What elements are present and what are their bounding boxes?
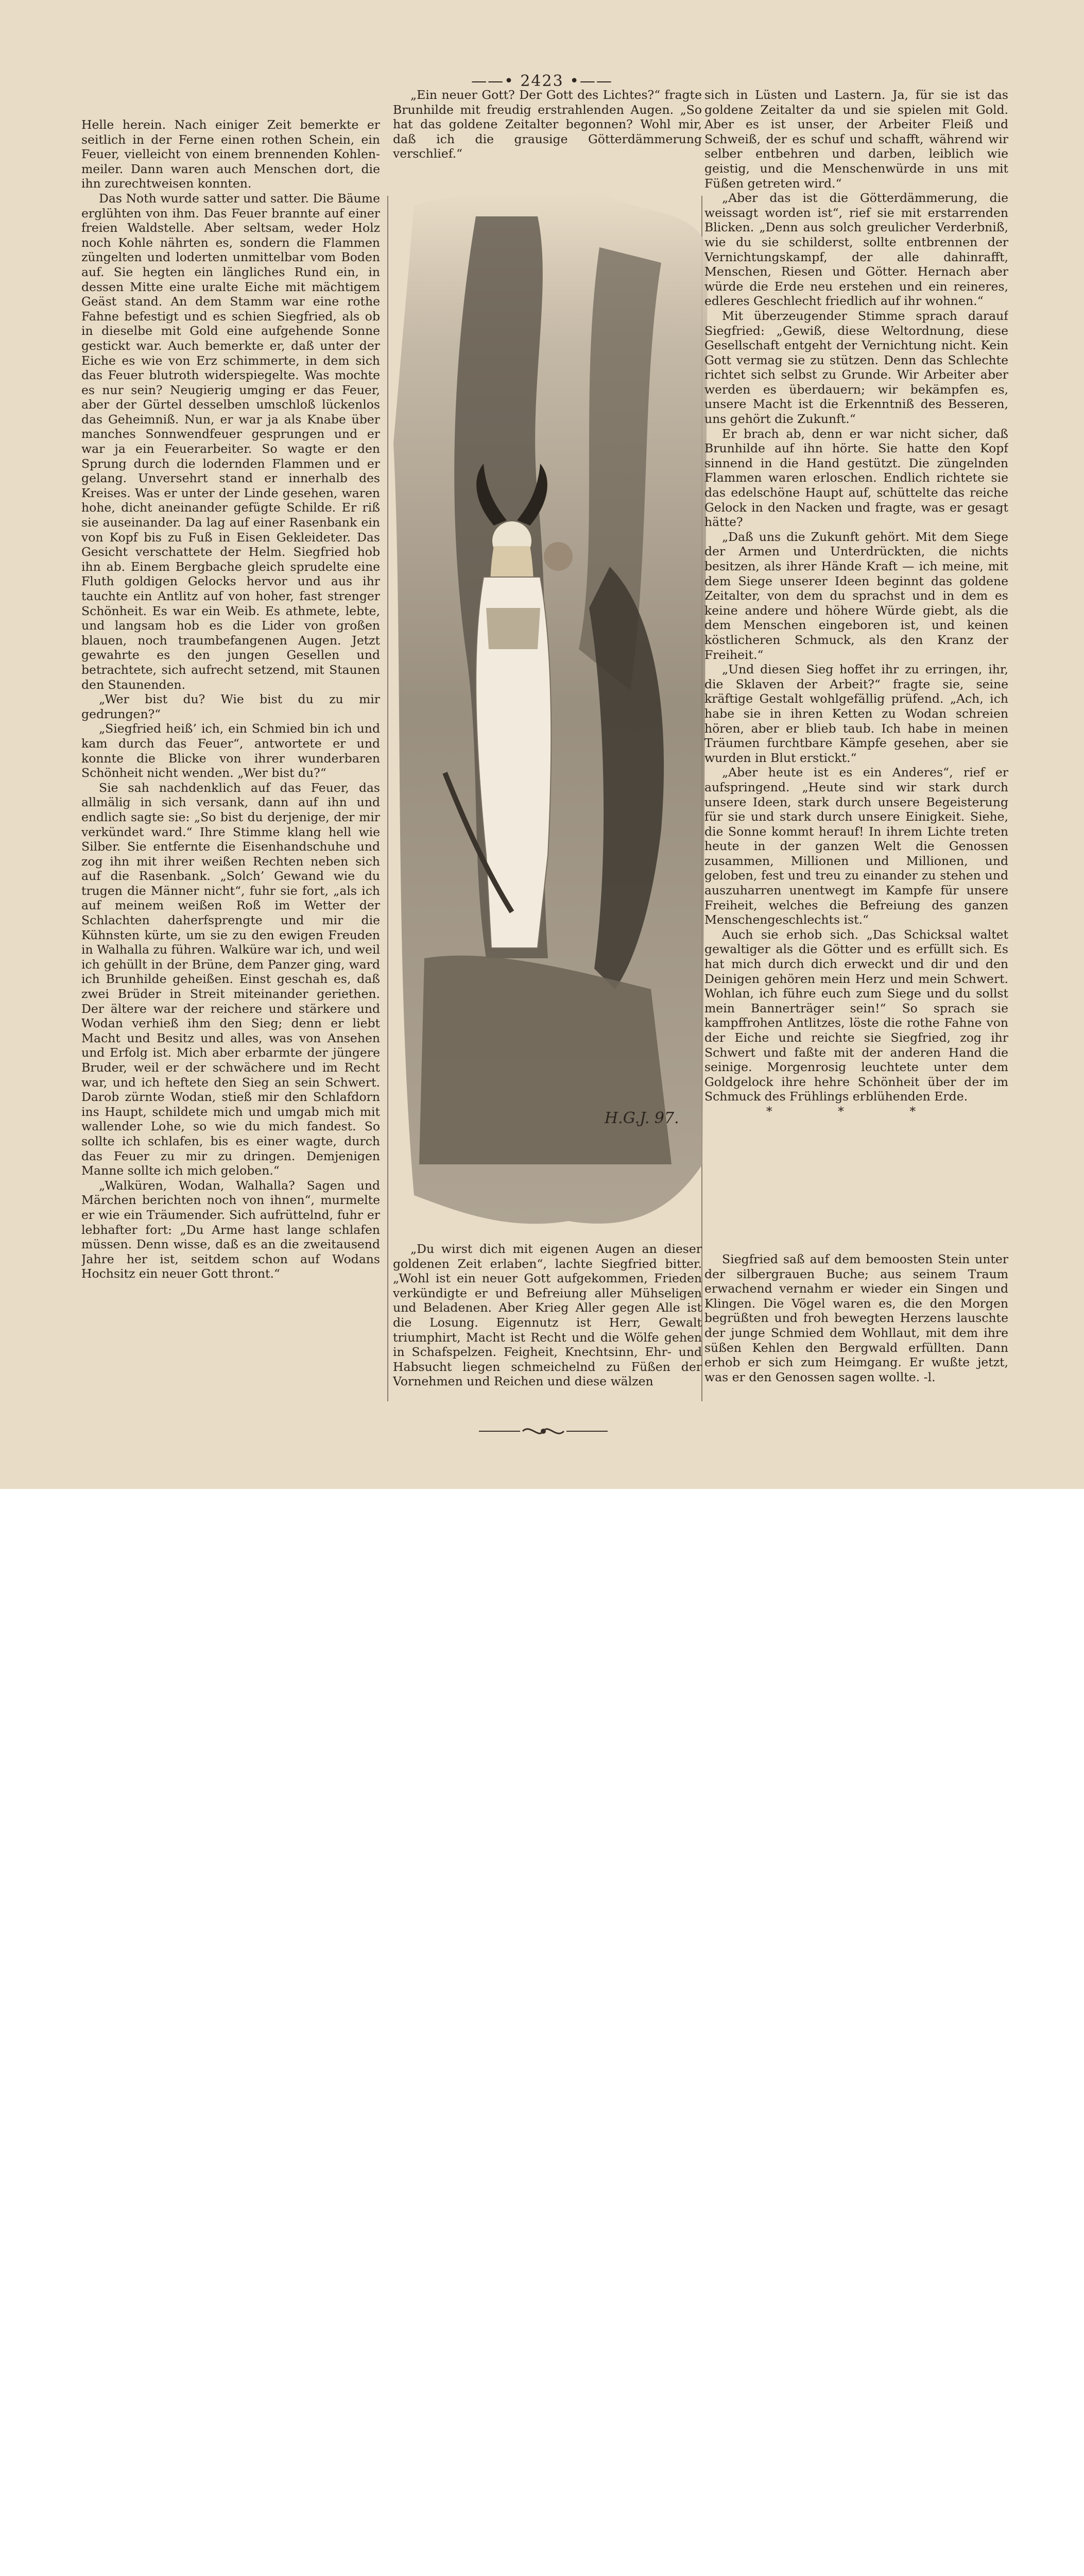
paragraph: „Und diesen Sieg hoffet ihr zu erringen, ihr, die Sklaven der Arbeit?“ fragte sie, seine kräftige Gestalt wohlgefällig prüfend. „Ach, ich habe sie in ihren Ketten zu Wodan schreien hören, aber er blieb taub. Ich habe in meinen Träumen furchtbare Kämpfe gesehen, aber sie wurden in Blut erstickt.“ — [704, 662, 1008, 765]
brunhilde-illustration — [383, 185, 713, 1234]
text-column-1 — [81, 117, 380, 1400]
paragraph: „Walküren, Wodan, Walhalla? Sagen und Märchen berichten noch von ihnen“, murmelte er wie ein Träumender. Sich aufrüttelnd, fuhr er lebhafter fort: „Du Arme hast lange schlafen müssen. Denn wisse, daß es an die zweitausend Jahre her ist, seitdem schon auf Wodans Hochsitz ein neuer Gott thront.“ — [81, 1178, 380, 1281]
paragraph: „Wer bist du? Wie bist du zu mir gedrungen?“ — [81, 692, 380, 721]
paragraph: Sie sah nachdenklich auf das Feuer, das allmälig in sich versank, dann auf ihn und endlich sagte sie: „So bist du derjenige, der mir verkündet ward.“ Ihre Stimme klang hell wie Silber. Sie entfernte die Eisenhandschuhe und zog ihn mit ihrer weißen Rechten neben sich auf die Rasenbank. „Solch’ Gewand wie du trugen die Männer nicht“, fuhr sie fort, „als ich auf meinem weißen Roß im Wetter der Schlachten daherfsprengte und mir die Kühnsten kürte, um sie zu den ewigen Freuden in Walhalla zu führen. Walküre war ich, und weil ich gehüllt in der Brüne, dem Panzer ging, ward ich Brunhilde geheißen. Einst geschah es, daß zwei Brüder in Streit miteinander geriethen. Der ältere war der reichere und stärkere und Wodan verhieß ihm den Sieg; denn er liebt Macht und Besitz und alles, was von Ansehen und Erfolg ist. Mich aber erbarmte der jüngere Bruder, weil er der schwächere und im Recht war, und ich heftete den Sieg an sein Schwert. Darob zürnte Wodan, stieß mir den Schlafdorn ins Haupt, schildete mich und umgab mich mit wallender Lohe, so wie du mich fandest. So sollte ich schlafen, bis es einer wagte, durch das Feuer zu mir zu dringen. Demjenigen Manne sollte ich mich geloben.“ — [81, 780, 380, 1178]
paragraph: Siegfried saß auf dem bemoosten Stein unter der silbergrauen Buche; aus seinem Traum erwachend vernahm er wieder ein Singen und Klingen. Die Vögel waren es, die den Morgen begrüßten und froh bewegten Herzens lauschte der junge Schmied dem Wohllaut, mit dem ihre süßen Kehlen den Bergwald erfüllten. Dann erhob er sich zum Heimgang. Er wußte jetzt, was er den Genossen sagen wollte. -l. — [704, 1252, 1008, 1384]
paragraph: „Aber heute ist es ein Anderes“, rief er aufspringend. „Heute sind wir stark durch unsere Ideen, stark durch unsere Begeisterung für sie und stark durch unsere Einigkeit. Siehe, die Sonne kommt herauf! In ihrem Lichte treten heute in der ganzen Welt die Genossen zusammen, Millionen und Millionen, und geloben, fest und treu zu einander zu stehen und auszuharren unentwegt im Kampfe für unsere Freiheit, welches die Befreiung des ganzen Menschengeschlechts ist.“ — [704, 765, 1008, 927]
paragraph: Das Noth wurde satter und satter. Die Bäume erglühten von ihm. Das Feuer brannte auf einer freien Waldstelle. Aber seltsam, weder Holz noch Kohle nährten es, sondern die Flammen züngelten und loderten unmittelbar vom Boden auf. Sie hegten ein längliches Rund ein, in dessen Mitte eine uralte Eiche mit mächtigem Geäst stand. An dem Stamm war eine rothe Fahne befestigt und es schien Siegfried, als ob in dieselbe mit Gold eine aufgehende Sonne gestickt war. Auch bemerkte er, daß unter der Eiche es wie von Erz schimmerte, in dem sich das Feuer blutroth widerspiegelte. Was mochte es nur sein? Neugierig umging er das Feuer, aber der Gürtel desselben umschloß lückenlos das Geheimniß. Nun, er war ja als Knabe über manches Sonnwendfeuer gesprungen und er war ja ein Feuerarbeiter. So wagte er den Sprung durch die lodernden Flammen und er gelang. Unversehrt stand er innerhalb des Kreises. Was er unter der Linde gesehen, waren hohe, dicht aneinander gefügte Schilde. Er riß sie auseinander. Da lag auf einer Rasenbank ein von Kopf bis zu Fuß in Eisen Gekleideter. Das Gesicht verschattete der Helm. Siegfried hob ihn ab. Einem Bergbache gleich sprudelte eine Fluth goldigen Gelocks hervor und aus ihr tauchte ein Antlitz auf von hoher, fast strenger Schönheit. Es war ein Weib. Es athmete, lebte, und langsam hob es die Lider von großen blauen, noch traumbefangenen Augen. Jetzt gewahrte es den jungen Gesellen und betrachtete, sich aufrecht setzend, mit Staunen den Staunenden. — [81, 191, 380, 692]
artist-signature: H.G.J. 97. — [605, 1109, 679, 1127]
paragraph: Auch sie erhob sich. „Das Schicksal waltet gewaltiger als die Götter und es erfüllt sich. Es hat mich durch dich erweckt und dir und den Deinigen gehören mein Herz und mein Schwert. Wohlan, ich führe euch zum Siege und du sollst mein Bannerträger sein!“ So sprach sie kampffrohen Antlitzes, löste die rothe Fahne von der Eiche und reichte sie Siegfried, zog ihr Schwert und faßte mit der anderen Hand die seinige. Morgenrosig leuchtete unter dem Goldgelock ihre hehre Schönheit über der im Schmuck des Frühlings erblühenden Erde. — [704, 927, 1008, 1104]
text-column-3-top — [704, 88, 1008, 1221]
section-break-stars: * * * — [766, 1104, 947, 1118]
page-number: ——• 2423 •—— — [471, 72, 613, 90]
text-column-3-bottom — [704, 1252, 1008, 1401]
paragraph: „Du wirst dich mit eigenen Augen an dieser goldenen Zeit erlaben“, lachte Siegfried bitter. „Wohl ist ein neuer Gott aufgekommen, Frieden verkündigte er und Befreiung aller Mühseligen und Beladenen. Aber Krieg Aller gegen Alle ist die Losung. Eigennutz ist Herr, Gewalt triumphirt, Macht ist Recht und die Wölfe gehen in Schafspelzen. Feigheit, Knechtsinn, Ehr- und Habsucht liegen schmeichelnd zu Füßen der Vornehmen und Reichen und diese wälzen — [393, 1242, 702, 1389]
paragraph: „Daß uns die Zukunft gehört. Mit dem Siege der Armen und Unterdrückten, die nichts besitzen, als ihrer Hände Kraft — ich meine, mit dem Siege unserer Ideen beginnt das goldene Zeitalter, von dem du sprachst und in dem es keine andere und höhere Würde giebt, als die dem Menschen eingeboren ist, und keinen köstlicheren Schmuck, als den Kranz der Freiheit.“ — [704, 529, 1008, 662]
closing-ornament — [479, 1421, 608, 1442]
footer-bar — [0, 1489, 1084, 1553]
paragraph: „Ein neuer Gott? Der Gott des Lichtes?“ fragte Brunhilde mit freudig erstrahlenden Augen. „So hat das goldene Zeitalter begonnen? Wohl mir, daß ich die grausige Götterdämmerung verschlief.“ — [393, 88, 702, 161]
paragraph: sich in Lüsten und Lastern. Ja, für sie ist das goldene Zeitalter da und sie spielen mit Gold. Aber es ist unser, der Arbeiter Fleiß und Schweiß, der es schuf und schafft, während wir selber entbehren und darben, leiblich wie geistig, und die Menschenwürde in uns mit Füßen getreten wird.“ — [704, 88, 1008, 191]
text-column-2-bottom — [393, 1242, 702, 1401]
paragraph: „Siegfried heiß’ ich, ein Schmied bin ich und kam durch das Feuer“, antwortete er und konnte die Blicke von ihrer wunderbaren Schönheit nicht wenden. „Wer bist du?“ — [81, 721, 380, 781]
paragraph: Helle herein. Nach einiger Zeit bemerkte er seitlich in der Ferne einen rothen Schein, ein Feuer, vielleicht von einem brennenden Kohlen-meiler. Dann waren auch Menschen dort, die ihn zurechtweisen konnten. — [81, 117, 380, 191]
paragraph: „Aber das ist die Götterdämmerung, die weissagt worden ist“, rief sie mit erstarrenden Blicken. „Denn aus solch greulicher Verderbniß, wie du sie schilderst, sollte entbrennen der Vernichtungskampf, der alle dahinrafft, Menschen, Riesen und Götter. Hernach aber würde die Erde neu erstehen und ein reineres, edleres Geschlecht friedlich auf ihr wohnen.“ — [704, 191, 1008, 309]
paragraph: Mit überzeugender Stimme sprach darauf Siegfried: „Gewiß, diese Weltordnung, diese Gesellschaft entgeht der Vernichtung nicht. Kein Gott vermag sie zu stützen. Denn das Schlechte richtet sich selbst zu Grunde. Wir Arbeiter aber werden es überdauern; wir bekämpfen es, unsere Macht ist die Erkenntniß des Besseren, uns gehört die Zukunft.“ — [704, 308, 1008, 427]
paragraph: Er brach ab, denn er war nicht sicher, daß Brunhilde auf ihn hörte. Sie hatte den Kopf sinnend in die Hand gestützt. Die züngelnden Flammen waren erloschen. Endlich richtete sie das edelschöne Haupt auf, schüttelte das reiche Gelock in den Nacken und fragte, was er gesagt hätte? — [704, 426, 1008, 530]
ornament-right: •—— — [563, 72, 613, 90]
text-column-2-top — [393, 88, 702, 196]
ornament-left: ——• — [471, 72, 521, 90]
